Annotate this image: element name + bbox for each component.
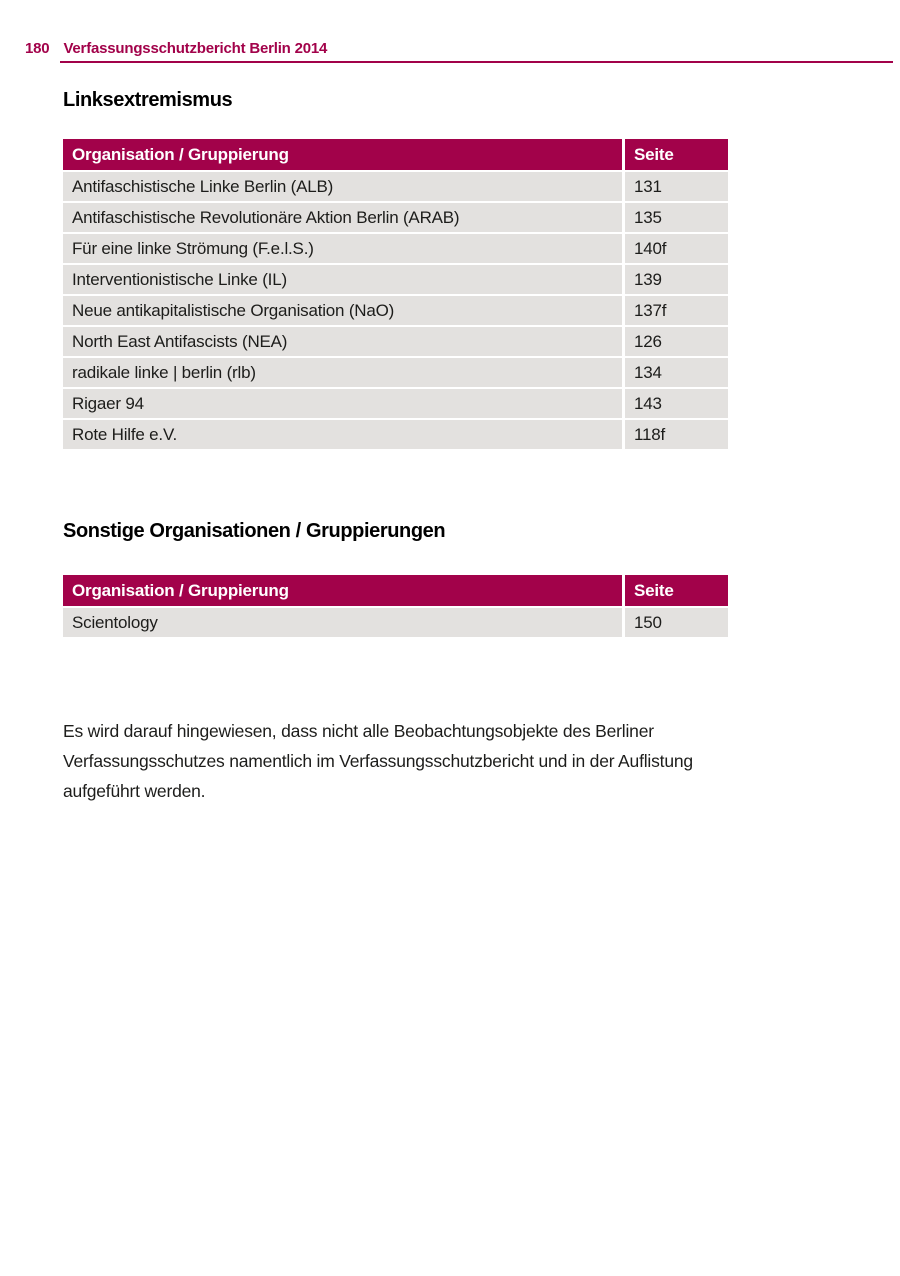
table-row — [63, 294, 728, 325]
table-row — [63, 418, 728, 449]
header-rule — [60, 61, 893, 63]
page-number: 180 — [25, 40, 50, 57]
organisation-cell: radikale linke | berlin (rlb) — [63, 356, 625, 387]
table-header-row — [63, 575, 728, 606]
table-row — [63, 356, 728, 387]
seite-cell: 135 — [625, 201, 728, 232]
table-row — [63, 232, 728, 263]
table-row — [63, 201, 728, 232]
column-header-seite: Seite — [625, 139, 728, 170]
report-title: Verfassungsschutzbericht Berlin 2014 — [63, 40, 328, 57]
seite-cell: 126 — [625, 325, 728, 356]
organisations-table-linksextremismus — [63, 139, 728, 449]
table-header-row — [63, 139, 728, 170]
organisation-cell: Rigaer 94 — [63, 387, 625, 418]
table-row — [63, 325, 728, 356]
table-row — [63, 263, 728, 294]
organisations-table-sonstige — [63, 575, 728, 637]
column-header-seite: Seite — [625, 575, 728, 606]
page-header — [25, 40, 327, 57]
seite-cell: 118f — [625, 418, 728, 449]
organisation-cell: Rote Hilfe e.V. — [63, 418, 625, 449]
organisation-cell: Für eine linke Strömung (F.e.l.S.) — [63, 232, 625, 263]
organisation-cell: North East Antifascists (NEA) — [63, 325, 625, 356]
table-row — [63, 170, 728, 201]
section-heading-linksextremismus: Linksextremismus — [63, 89, 233, 111]
table-row — [63, 606, 728, 637]
organisation-cell: Scientology — [63, 606, 625, 637]
seite-cell: 150 — [625, 606, 728, 637]
seite-cell: 140f — [625, 232, 728, 263]
table-row — [63, 387, 728, 418]
seite-cell: 137f — [625, 294, 728, 325]
organisation-cell: Interventionistische Linke (IL) — [63, 263, 625, 294]
seite-cell: 131 — [625, 170, 728, 201]
section-heading-sonstige: Sonstige Organisationen / Gruppierungen — [63, 520, 446, 542]
footnote-text: Es wird darauf hingewiesen, dass nicht alle Beobachtungsobjekte des Berliner Verfassungsschutzes namentlich im Verfassungsschutzbericht und in der Auflistung aufgeführt werden. — [63, 721, 693, 801]
seite-cell: 134 — [625, 356, 728, 387]
organisation-cell: Neue antikapitalistische Organisation (NaO) — [63, 294, 625, 325]
seite-cell: 139 — [625, 263, 728, 294]
column-header-organisation: Organisation / Gruppierung — [63, 575, 625, 606]
organisation-cell: Antifaschistische Linke Berlin (ALB) — [63, 170, 625, 201]
seite-cell: 143 — [625, 387, 728, 418]
organisation-cell: Antifaschistische Revolutionäre Aktion Berlin (ARAB) — [63, 201, 625, 232]
column-header-organisation: Organisation / Gruppierung — [63, 139, 625, 170]
